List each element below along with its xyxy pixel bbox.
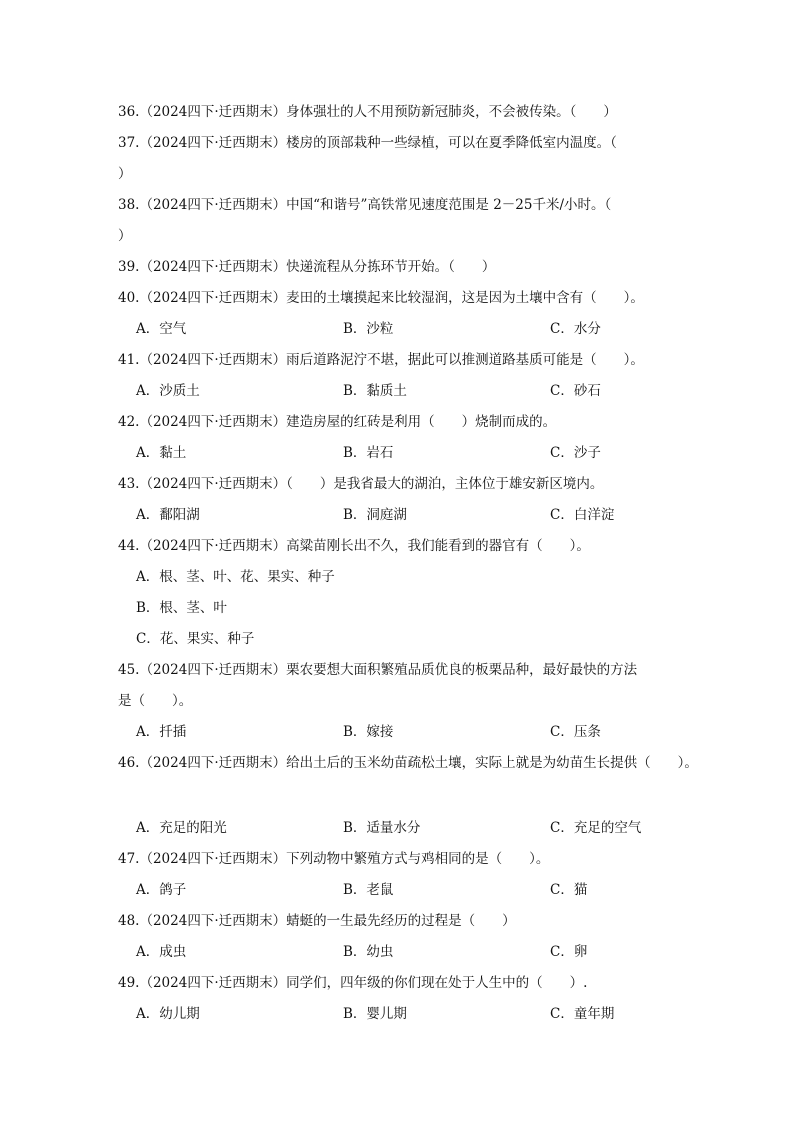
question-49: 49.（2024四下·迁西期末）同学们，四年级的你们现在处于人生中的（ ）.: [118, 975, 588, 991]
question-43: 43.（2024四下·迁西期末）（ ）是我省最大的湖泊，主体位于雄安新区境内。: [118, 476, 604, 492]
option-b: B．婴儿期: [343, 1006, 407, 1022]
option-b: B．岩石: [343, 445, 394, 461]
question-45: 45.（2024四下·迁西期末）栗农要想大面积繁殖品质优良的板栗品种，最好最快的方法: [118, 662, 638, 678]
option-a: A．成虫: [136, 944, 187, 960]
option-a: A．扦插: [136, 724, 187, 740]
option-c: C．猫: [550, 882, 588, 898]
question-44-option-a: A．根、茎、叶、花、果实、种子: [136, 569, 335, 585]
question-44: 44.（2024四下·迁西期末）高粱苗刚长出不久，我们能看到的器官有（ ）。: [118, 538, 590, 554]
option-c: C．白洋淀: [550, 507, 615, 523]
question-37-continuation: ）: [118, 166, 132, 182]
question-40: 40.（2024四下·迁西期末）麦田的土壤摸起来比较湿润，这是因为土壤中含有（ ）。: [118, 290, 644, 306]
question-47-options: [136, 875, 736, 906]
option-a: A．鄱阳湖: [136, 507, 200, 523]
question-46-options: [136, 813, 736, 844]
question-38-continuation: ）: [118, 228, 132, 244]
question-49-options: [136, 999, 736, 1030]
option-c: C．砂石: [550, 383, 601, 399]
question-41: 41.（2024四下·迁西期末）雨后道路泥泞不堪，据此可以推测道路基质可能是（ ）。: [118, 352, 644, 368]
option-a: A．幼儿期: [136, 1006, 200, 1022]
option-c: C．充足的空气: [550, 820, 642, 836]
question-48-options: [136, 937, 736, 968]
option-b: B．洞庭湖: [343, 507, 407, 523]
option-a: A．沙质土: [136, 383, 200, 399]
question-48: 48.（2024四下·迁西期末）蜻蜓的一生最先经历的过程是（ ）: [118, 913, 516, 929]
option-a: A．空气: [136, 321, 187, 337]
question-42: 42.（2024四下·迁西期末）建造房屋的红砖是利用（ ）烧制而成的。: [118, 414, 557, 430]
option-b: B．幼虫: [343, 944, 394, 960]
option-c: C．童年期: [550, 1006, 615, 1022]
option-a: A．充足的阳光: [136, 820, 227, 836]
option-b: B．黏质土: [343, 383, 407, 399]
question-45-options: [136, 717, 736, 748]
question-38: 38.（2024四下·迁西期末）中国“和谐号”高铁常见速度范围是 2－25千米/小时。（: [118, 197, 612, 213]
question-36: 36.（2024四下·迁西期末）身体强壮的人不用预防新冠肺炎，不会被传染。（ ）: [118, 104, 617, 120]
question-37: 37.（2024四下·迁西期末）楼房的顶部栽种一些绿植，可以在夏季降低室内温度。（: [118, 135, 617, 151]
question-44-option-c: C．花、果实、种子: [136, 631, 255, 647]
option-c: C．水分: [550, 321, 601, 337]
option-b: B．嫁接: [343, 724, 394, 740]
question-45-continuation: 是（ ）。: [118, 693, 193, 709]
option-b: B．沙粒: [343, 321, 394, 337]
option-c: C．压条: [550, 724, 601, 740]
option-c: C．沙子: [550, 445, 601, 461]
option-b: B．适量水分: [343, 820, 421, 836]
option-a: A．黏土: [136, 445, 187, 461]
question-42-options: [136, 438, 736, 469]
question-44-option-b: B．根、茎、叶: [136, 600, 227, 616]
question-41-options: [136, 376, 736, 407]
question-46: 46.（2024四下·迁西期末）给出土后的玉米幼苗疏松土壤，实际上就是为幼苗生长提供（ ）。: [118, 755, 698, 771]
question-40-options: [136, 314, 736, 345]
question-39: 39.（2024四下·迁西期末）快递流程从分拣环节开始。（ ）: [118, 259, 496, 275]
option-b: B．老鼠: [343, 882, 394, 898]
option-c: C．卵: [550, 944, 588, 960]
question-47: 47.（2024四下·迁西期末）下列动物中繁殖方式与鸡相同的是（ ）。: [118, 851, 550, 867]
option-a: A．鸽子: [136, 882, 187, 898]
question-43-options: [136, 500, 736, 531]
